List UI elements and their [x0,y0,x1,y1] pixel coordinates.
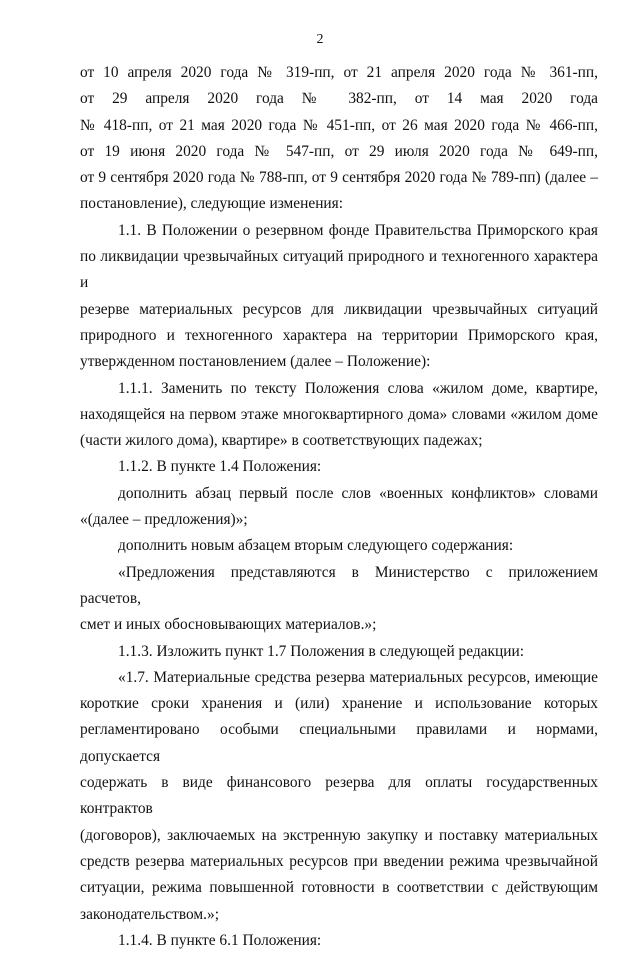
text-line: дополнить абзац первый после слов «военных конфликтов» словами [118,484,598,502]
text-line: короткие сроки хранения и (или) хранение и использование которых [80,695,598,713]
text-line: от 10 апреля 2020 года № 319-пп, от 21 апреля 2020 года № 361-пп, [80,64,598,81]
text-line: 1.1.1. Заменить по тексту Положения слова «жилом доме, квартире, [118,379,598,397]
text-line: утвержденном постановлением (далее – Положение): [80,353,431,371]
document-body [80,60,598,954]
text-line: содержать в виде финансового резерва для оплаты государственных контрактов [80,774,598,818]
text-line: резерве материальных ресурсов для ликвидации чрезвычайных ситуаций [80,300,598,318]
text-line: дополнить новым абзацем вторым следующего содержания: [118,537,514,555]
text-line: смет и иных обосновывающих материалов.»; [80,616,377,634]
text-line: от 9 сентября 2020 года № 788-пп, от 9 сентября 2020 года № 789-пп) (далее – [80,169,598,187]
text-line: (части жилого дома), квартире» в соответствующих падежах; [80,432,483,450]
text-line: находящейся на первом этаже многоквартирного дома» словами «жилом доме [80,405,598,423]
text-line: по ликвидации чрезвычайных ситуаций природного и техногенного характера и [80,248,598,292]
text-line: средств резерва материальных ресурсов при введении режима чрезвычайной [80,852,598,870]
text-line: «Предложения представляются в Министерство с приложением расчетов, [80,563,598,607]
text-line: 1.1.2. В пункте 1.4 Положения: [118,458,322,476]
text-line: от 19 июня 2020 года № 547-пп, от 29 июля 2020 года № 649-пп, [80,142,598,160]
text-line: постановление), следующие изменения: [80,195,344,213]
page-number: 2 [316,32,324,47]
text-line: (договоров), заключаемых на экстренную закупку и поставку материальных [80,826,598,844]
text-line: «1.7. Материальные средства резерва материальных ресурсов, имеющие [118,668,598,686]
text-line: ситуации, режима повышенной готовности в соответствии с действующим [80,879,598,897]
text-line: «(далее – предложения)»; [80,511,248,529]
text-line: законодательством.»; [80,905,219,923]
text-line: 1.1.4. В пункте 6.1 Положения: [118,931,322,949]
text-line: № 418-пп, от 21 мая 2020 года № 451-пп, от 26 мая 2020 года № 466-пп, [80,116,598,134]
text-line: 1.1.3. Изложить пункт 1.7 Положения в следующей редакции: [118,642,524,660]
text-line: 1.1. В Положении о резервном фонде Правительства Приморского края [118,221,598,239]
text-line: регламентировано особыми специальными правилами и нормами, допускается [80,721,598,765]
text-line: от 29 апреля 2020 года № 382-пп, от 14 мая 2020 года [80,90,598,108]
text-line: природного и техногенного характера на территории Приморского края, [80,326,598,344]
